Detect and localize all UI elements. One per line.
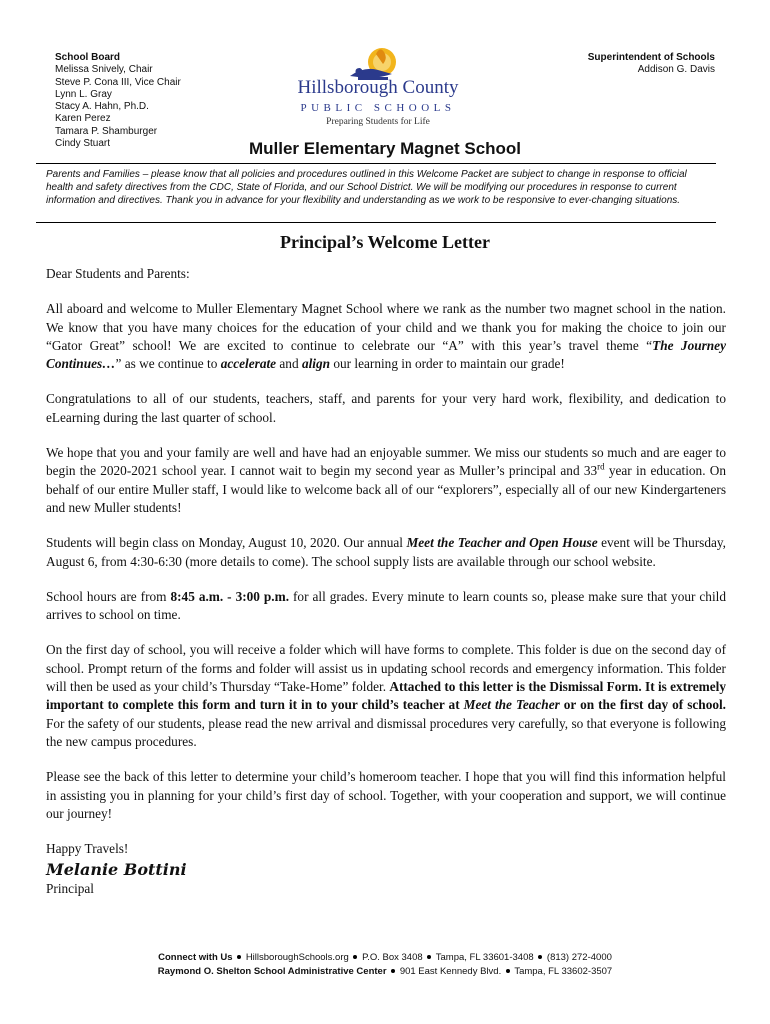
- superintendent-title: Superintendent of Schools: [587, 52, 715, 63]
- admin-center: Raymond O. Shelton School Administrative Center: [157, 966, 387, 977]
- paragraph-2: Congratulations to all of our students, teachers, staff, and parents for your very hard work, flexibility, and dedication to eLearning during the last quarter of school.: [46, 391, 726, 425]
- event-name: Meet the Teacher and Open House: [406, 535, 598, 551]
- bullet-icon: [391, 969, 395, 973]
- greeting: Dear Students and Parents:: [46, 266, 190, 281]
- bullet-icon: [427, 955, 431, 959]
- paragraph-1: All aboard and welcome to Muller Elementary Magnet School where we rank as the number two magnet school in the nation. We know that you have many choices for the education of your child and we thank you for making the choice to join our “Gator Great” school! We are excited to continue to celebrate our “A” with this year’s travel theme “The Journey Continues…” as we continue to accelerate and align our learning in order to maintain our grade!: [46, 301, 726, 372]
- footer-address-line: [0, 965, 770, 979]
- paragraph-5: School hours are from 8:45 a.m. - 3:00 p.m. for all grades. Every minute to learn counts so, please make sure that your child arrives to school on time.: [46, 588, 726, 623]
- district-name: Hillsborough County: [297, 77, 459, 98]
- notice-box: [36, 163, 716, 223]
- district-subtitle: PUBLIC SCHOOLS: [300, 102, 456, 114]
- school-board-list: [55, 52, 181, 150]
- footer: [0, 951, 770, 979]
- district-tagline: Preparing Students for Life: [326, 117, 430, 127]
- bullet-icon: [538, 955, 542, 959]
- board-member: Cindy Stuart: [55, 138, 111, 150]
- paragraph-4: Students will begin class on Monday, August 10, 2020. Our annual Meet the Teacher and Open House event will be Thursday, August 6, from 4:30-6:30 (more details to come). The school supply lists are available through our school website.: [46, 535, 726, 569]
- connect-label: Connect with Us: [158, 952, 233, 963]
- school-hours: 8:45 a.m. - 3:00 p.m.: [170, 588, 290, 604]
- letter-heading: Principal’s Welcome Letter: [280, 232, 490, 252]
- board-member: Steve P. Cona III, Vice Chair: [55, 76, 181, 88]
- notice-text: Parents and Families – please know that all policies and procedures outlined in this Welcome Packet are subject to change in response to official health and safety directives from the CDC, State of Florida, and our School District. We will be modifying our procedures in response to current information and directives. Thank you in advance for your flexibility and understanding as we work to be responsive to ever-changing situations.: [46, 169, 687, 206]
- phone: (813) 272-4000: [546, 952, 612, 963]
- theme: The Journey Continues…: [46, 337, 726, 372]
- bullet-icon: [353, 955, 357, 959]
- letter-body: [46, 265, 726, 899]
- school-name: Muller Elementary Magnet School: [248, 139, 522, 158]
- po-box: P.O. Box 3408: [362, 952, 423, 963]
- school-board-title: School Board: [55, 52, 121, 63]
- board-member: Melissa Snively, Chair: [55, 64, 153, 76]
- bullet-icon: [506, 969, 510, 973]
- board-member: Karen Perez: [55, 113, 111, 125]
- street: 901 East Kennedy Blvd.: [399, 966, 502, 977]
- superintendent-block: [588, 52, 715, 77]
- paragraph-3: We hope that you and your family are well and have had an enjoyable summer. We miss our students so much and are eager to begin the 2020-2021 school year. I cannot wait to begin my second year as Muller’s principal and 33rd year in education. On behalf of our entire Muller staff, I would like to welcome back all of our “explorers”, especially all of our new Kindergarteners and new Muller students!: [46, 445, 726, 515]
- city-2: Tampa, FL 33602-3507: [514, 966, 613, 977]
- paragraph-7: Please see the back of this letter to determine your child’s homeroom teacher. I hope that you will find this information helpful in assisting you in planning for your child’s first day of school. Together, with your cooperation and support, we will continue our journey!: [46, 769, 726, 821]
- paragraph-6: On the first day of school, you will receive a folder which will have forms to complete. This folder is due on the second day of school. Prompt return of the forms and folder will assist us in updating school records and emergency information. This folder will then be used as your child’s Thursday “Take-Home” folder. Attached to this letter is the Dismissal Form. It is extremely important to complete this form and turn it in to your child’s teacher at Meet the Teacher or on the first day of school. For the safety of our students, please read the new arrival and dismissal procedures very carefully, so that everyone is following the new campus procedures.: [46, 642, 727, 749]
- city: Tampa, FL 33601-3408: [435, 952, 534, 963]
- footer-contact-line: [0, 951, 770, 965]
- closing: Happy Travels!: [46, 841, 129, 857]
- superintendent-name: Addison G. Davis: [637, 64, 715, 76]
- bullet-icon: [237, 955, 241, 959]
- website-link[interactable]: HillsboroughSchools.org: [245, 952, 349, 963]
- board-member: Tamara P. Shamburger: [55, 125, 158, 137]
- board-member: Stacy A. Hahn, Ph.D.: [55, 101, 149, 113]
- signature: Melanie Bottini: [46, 860, 187, 880]
- board-member: Lynn L. Gray: [55, 88, 112, 100]
- signer-role: Principal: [46, 881, 95, 897]
- district-logo: [280, 44, 470, 134]
